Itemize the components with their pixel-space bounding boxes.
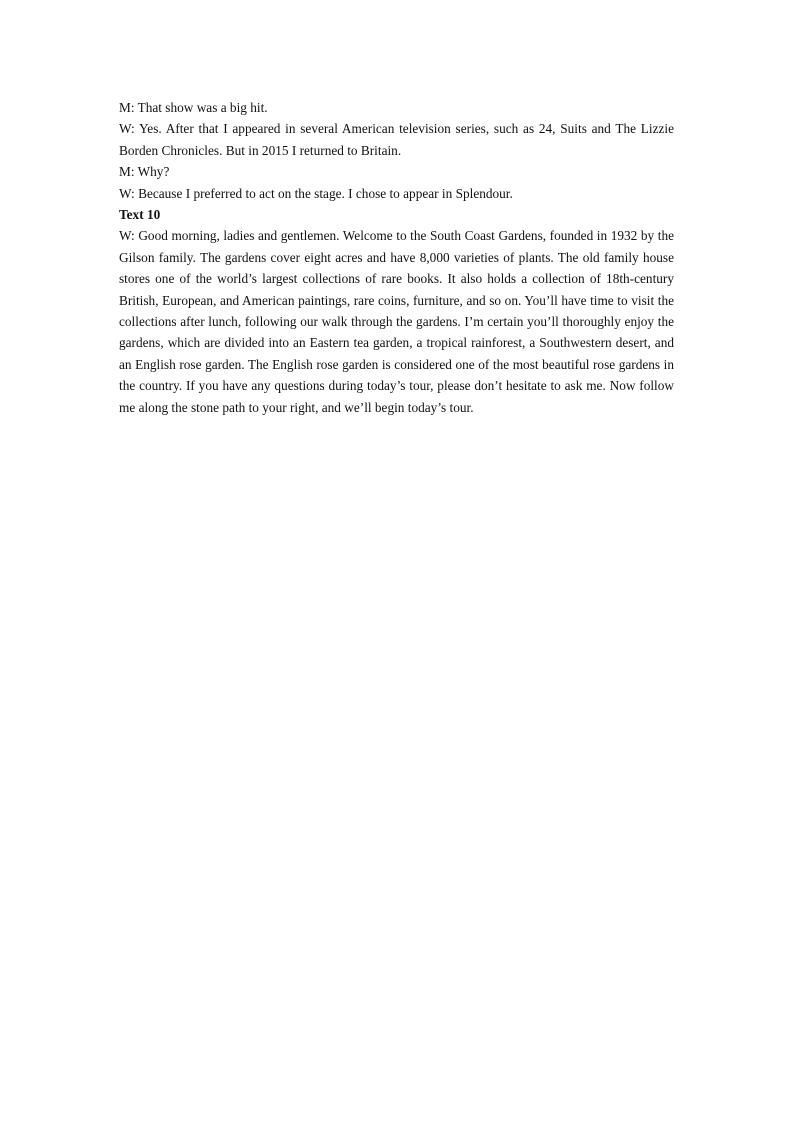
section-heading: Text 10 [119,207,161,223]
dialogue-line-woman-1: W: Yes. After that I appeared in several American television series, such as 24, Suits and The Lizzie Borden Chronicles. But in 2015 I returned to Britain. [119,121,674,158]
dialogue-line-woman-2: W: Because I preferred to act on the stage. I chose to appear in Splendour. [119,185,513,201]
document-page [119,97,674,418]
dialogue-line-man-2: M: Why? [119,164,170,180]
monologue-paragraph: W: Good morning, ladies and gentlemen. Welcome to the South Coast Gardens, founded in 1932 by the Gilson family. The gardens cover eight acres and have 8,000 varieties of plants. The old family house stores one of the world’s largest collections of rare books. It also holds a collection of 18th-century British, European, and American paintings, rare coins, furniture, and so on. You’ll have time to visit the collections after lunch, following our walk through the gardens. I’m certain you’ll thoroughly enjoy the gardens, which are divided into an Eastern tea garden, a tropical rainforest, a Southwestern desert, and an English rose garden. The English rose garden is considered one of the most beautiful rose gardens in the country. If you have any questions during today’s tour, please don’t hesitate to ask me. Now follow me along the stone path to your right, and we’ll begin today’s tour. [119,228,674,415]
dialogue-line-man-1: M: That show was a big hit. [119,100,268,115]
